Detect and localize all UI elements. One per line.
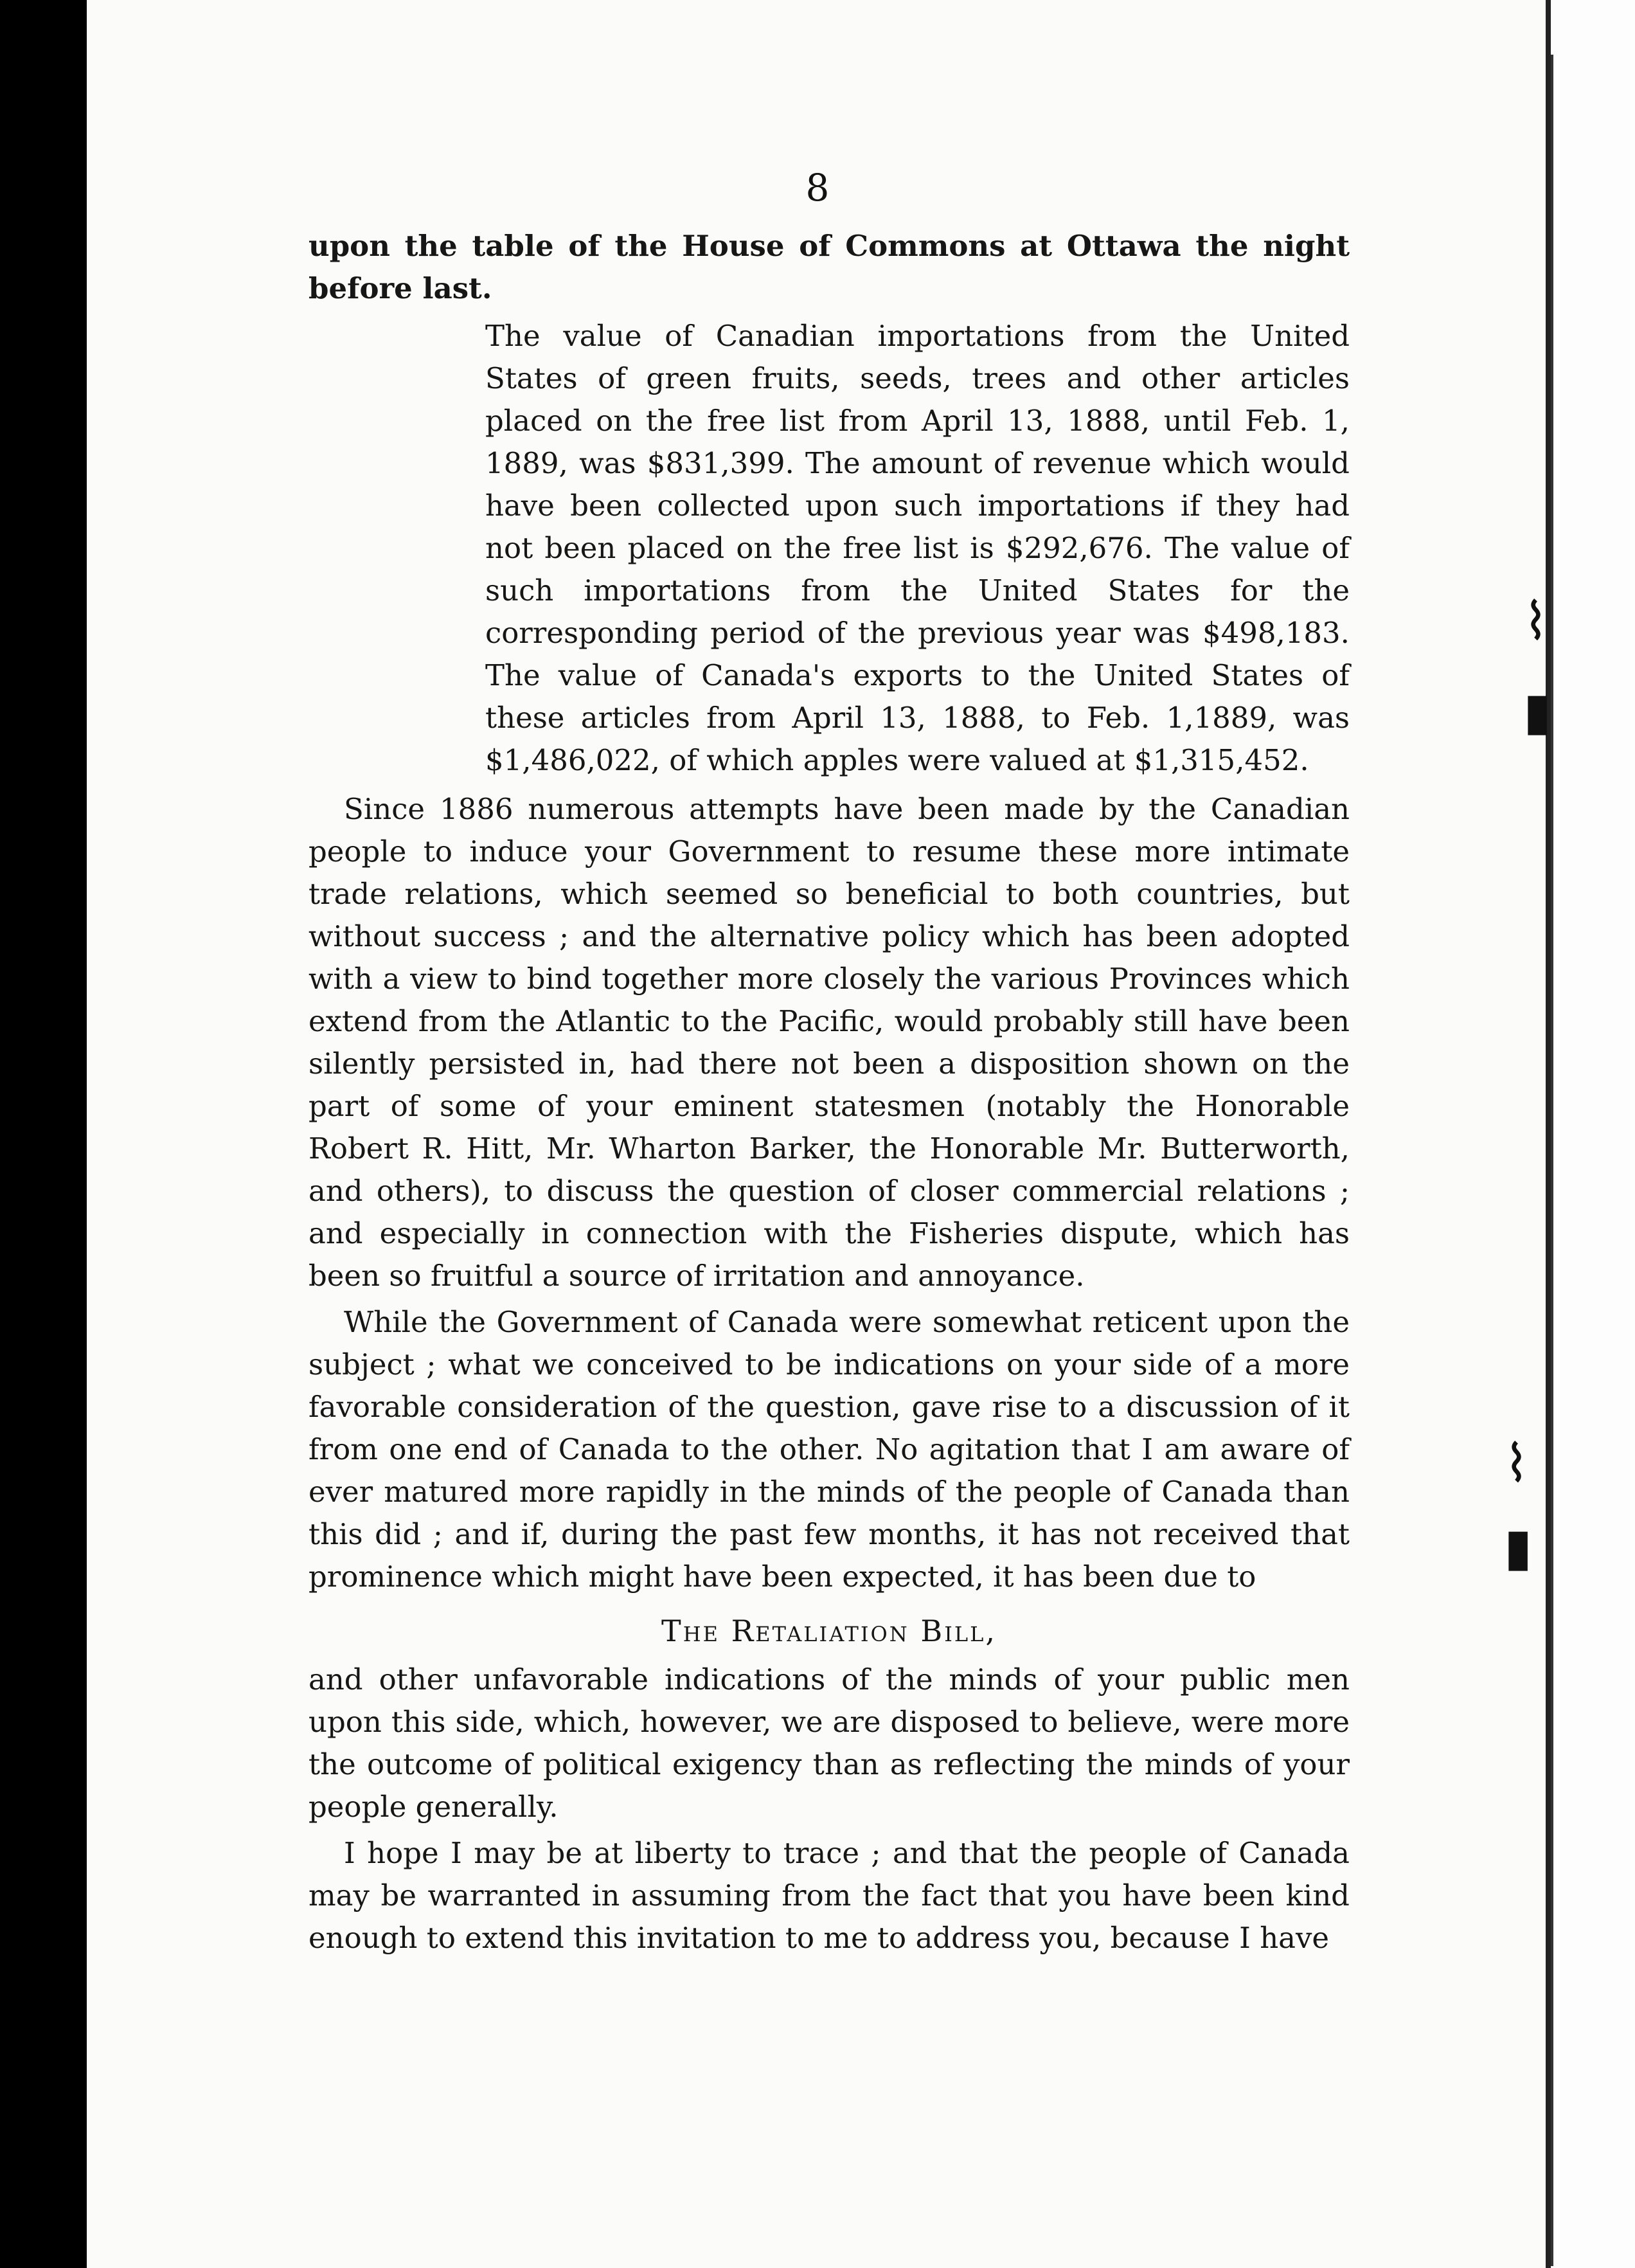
gutter-line: [1551, 55, 1553, 2266]
section-heading: The Retaliation Bill,: [661, 1614, 997, 1648]
paragraph: While the Government of Canada were somewhat reticent upon the subject ; what we conceived to be indications on your side of a more favorable consideration of the question, gave rise to a discussion of it from one end of Canada to the other. No agitation that I am aware of ever matured more rapidly in the minds of the people of Canada than this did ; and if, during the past few months, it has not received that prominence which might have been expected, it has been due to: [308, 1305, 1350, 1594]
binding-clip-mark-icon: ⌇: [1523, 591, 1549, 651]
paragraph: I hope I may be at liberty to trace ; and that the people of Canada may be warranted in assuming from the fact that you have been kind enough to extend this invitation to me to address you, because I have: [308, 1836, 1350, 1955]
page-number: 8: [805, 166, 830, 210]
paragraph: and other unfavorable indications of the minds of your public men upon this side, which, however, we are disposed to believe, were more the outcome of political exigency than as reflecting the minds of your people generally.: [308, 1662, 1350, 1824]
page-edge: [1546, 0, 1551, 2268]
paragraph: Since 1886 numerous attempts have been made by the Canadian people to induce your Government to resume these more intimate trade relations, which seemed so beneficial to both countries, but without success ; and the alternative policy which has been adopted with a view to bind together more closely the various Provinces which extend from the Atlantic to the Pacific, would probably still have been silently persisted in, had there not been a disposition shown on the part of some of your eminent statesmen (notably the Honorable Robert R. Hitt, Mr. Wharton Barker, the Honorable Mr. Butterworth, and others), to discuss the question of closer commercial relations ; and especially in connection with the Fisheries dispute, which has been so fruitful a source of irritation and annoyance.: [308, 792, 1350, 1293]
binding-clip-mark-icon: ▮: [1523, 681, 1552, 741]
page-body: [308, 225, 1350, 1959]
binding-clip-mark-icon: ⌇: [1504, 1434, 1530, 1493]
block-quote: The value of Canadian importations from the United States of green fruits, seeds, trees and other articles placed on the free list from April 13, 1888, until Feb. 1, 1889, was $831,399. The amount of revenue which would have been collected upon such importations if they had not been placed on the free list is $292,676. The value of such importations from the United States for the corresponding period of the previous year was $498,183. The value of Canada's exports to the United States of these articles from April 13, 1888, to Feb. 1,1889, was $1,486,022, of which apples were valued at $1,315,452.: [485, 319, 1350, 777]
paragraph-continuation: upon the table of the House of Commons at Ottawa the night before last.: [308, 229, 1350, 305]
binding-gutter: [1551, 0, 1635, 2268]
binding-clip-mark-icon: ▮: [1504, 1517, 1533, 1577]
